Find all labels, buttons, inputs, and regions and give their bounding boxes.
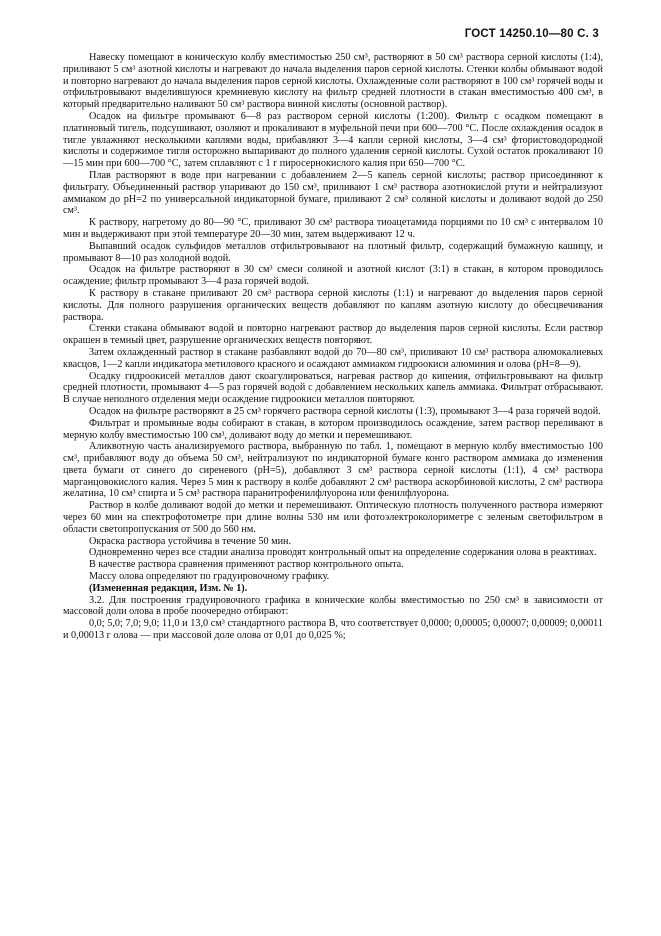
document-body <box>63 52 603 642</box>
paragraph: Окраска раствора устойчива в течение 50 мин. <box>89 535 292 547</box>
paragraph: Плав растворяют в воде при нагревании с добавлением 2—5 капель серной кислоты; раствор присоединяют к фильтрату. Объединенный раствор упаривают до 150 см³, приливают 1 см³ раствора азотнокислой ртути и нейтрализуют аммиаком до рН=2 по универсальной индикаторной бумаге, приливают 2 см³ соляной кислоты и доливают водой до 250 см³. <box>63 169 603 217</box>
paragraph: Осадок на фильтре растворяют в 30 см³ смеси соляной и азотной кислот (3:1) в стакан, в котором проводилось осаждение; фильтр промывают 3—4 раза горячей водой. <box>63 264 603 288</box>
paragraph: Одновременно через все стадии анализа проводят контрольный опыт на определение содержания олова в реактивах. <box>89 547 597 559</box>
paragraph: Выпавший осадок сульфидов металлов отфильтровывают на плотный фильтр, содержащий бумажную кашицу, и промывают 8—10 раз холодной водой. <box>63 240 603 264</box>
paragraph: Осадок на фильтре растворяют в 25 см³ горячего раствора серной кислоты (1:3), промывают 3—4 раза горячей водой. <box>89 405 601 417</box>
page-header: ГОСТ 14250.10—80 С. 3 <box>464 28 599 40</box>
amendment-note: (Измененная редакция, Изм. № 1). <box>89 582 248 594</box>
paragraph: Навеску помещают в коническую колбу вместимостью 250 см³, растворяют в 50 см³ раствора серной кислоты (1:4), приливают 5 см³ азотной кислоты и нагревают до начала выделения паров серной кислоты. Стенки колбы обмывают водой и повторно нагревают до начала выделения паров серной кислоты. Охлажденные соли растворяют в 100 см³ горячей воды и отфильтровывают выделившуюся кремниевую кислоту на фильтр средней плотности в стакан вместимостью 400 см³, в который предварительно наливают 50 см³ раствора винной кислоты (основной раствор). <box>63 52 603 111</box>
paragraph: К раствору в стакане приливают 20 см³ раствора серной кислоты (1:1) и нагревают до выделения паров серной кислоты. Для полного разрушения органических веществ добавляют по каплям азотную кислоту до обесцвечивания раствора. <box>63 287 603 323</box>
paragraph: Аликвотную часть анализируемого раствора, выбранную по табл. 1, помещают в мерную колбу вместимостью 100 см³, прибавляют воду до объема 50 см³, нейтрализуют по индикаторной бумаге конго раствором аммиака до изменения цвета бумаги от синего до сиреневого (рН=5), добавляют 3 см³ раствора серной кислоты (1:1), 4 см³ раствора марганцовокислого калия. Через 5 мин к раствору в колбе добавляют 2 см³ раствора аскорбиновой кислоты, 2 см³ раствора желатина, 10 см³ спирта и 5 см³ раствора паранитрофенилфлуорона или фенилфлуорона. <box>63 441 603 500</box>
paragraph: Осадку гидроокисей металлов дают скоагулироваться, нагревая раствор до кипения, отфильтровывают на фильтр средней плотности, промывают 4—5 раз горячей водой с добавлением нескольких капель аммиака. Фильтрат отбрасывают. В случае неполного отделения меди осаждение гидроокиси металлов повторяют. <box>63 370 603 406</box>
paragraph: Раствор в колбе доливают водой до метки и перемешивают. Оптическую плотность полученного раствора измеряют через 60 мин на спектрофотометре при длине волны 530 нм или фотоэлектроколориметре с зеленым светофильтром в области светопропускания от 500 до 560 нм. <box>63 500 603 535</box>
paragraph: Массу олова определяют по градуировочному графику. <box>89 571 330 583</box>
paragraph: В качестве раствора сравнения применяют раствор контрольного опыта. <box>89 559 404 571</box>
paragraph: Осадок на фильтре промывают 6—8 раз раствором серной кислоты (1:200). Фильтр с осадком помещают в платиновый тигель, подсушивают, озоляют и прокаливают в муфельной печи при 600—700 °С. После охлаждения осадок в тигле увлажняют несколькими каплями воды, прибавляют 3—4 капли серной кислоты, 3—4 см³ фтористоводородной кислоты и содержимое тигля осторожно выпаривают до полного удаления серной кислоты. Сухой остаток прокаливают 10—15 мин при 600—700 °С, затем сплавляют с 1 г пиросернокислого калия при 650—700 °С. <box>63 110 603 170</box>
paragraph: 0,0; 5,0; 7,0; 9,0; 11,0 и 13,0 см³ стандартного раствора В, что соответствует 0,0000; 0,00005; 0,00007; 0,00009; 0,00011 и 0,00013 г олова — при массовой доле олова от 0,01 до 0,025 %; <box>63 618 603 642</box>
paragraph: Стенки стакана обмывают водой и повторно нагревают раствор до выделения паров серной кислоты. Если раствор окрашен в темный цвет, разрушение органических веществ повторяют. <box>63 323 603 347</box>
paragraph: Фильтрат и промывные воды собирают в стакан, в котором производилось осаждение, затем раствор переливают в мерную колбу вместимостью 100 см³, доливают воду до метки и перемешивают. <box>63 417 603 441</box>
paragraph: Затем охлажденный раствор в стакане разбавляют водой до 70—80 см³, приливают 10 см³ раствора алюмокалиевых квасцов, 1—2 капли индикатора метилового красного и осаждают аммиаком гидроокиси алюминия и олова (рН=8—9). <box>63 346 603 370</box>
paragraph: К раствору, нагретому до 80—90 °С, приливают 30 см³ раствора тиоацетамида порциями по 10 см³ с интервалом 10 мин и выдерживают при этой температуре 20—30 мин, затем выдерживают 12 ч. <box>63 217 603 240</box>
section-3-2-paragraph: 3.2. Для построения градуировочного графика в конические колбы вместимостью по 250 см³ в зависимости от массовой доли олова в пробе поочередно отбирают: <box>63 594 603 618</box>
